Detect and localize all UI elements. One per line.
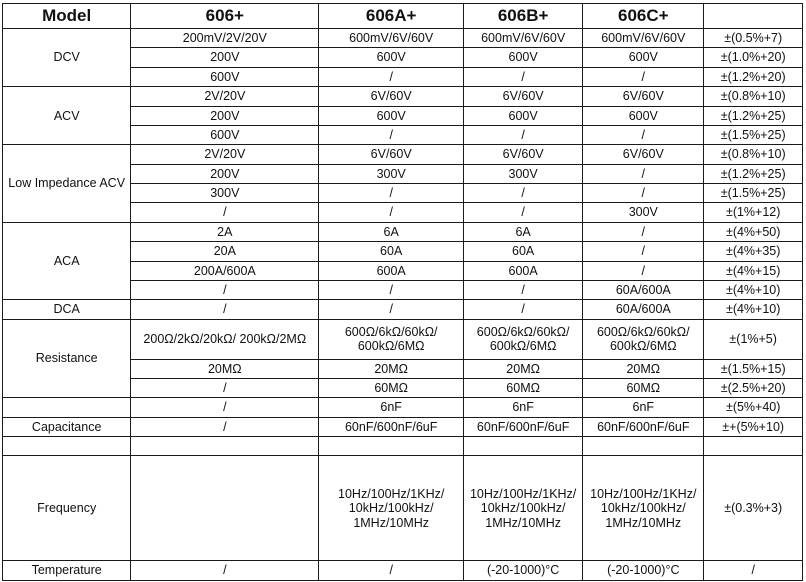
accuracy-cell: ±(1%+12) <box>704 203 803 222</box>
table-cell: 600V <box>319 106 464 125</box>
accuracy-cell: ±(4%+35) <box>704 242 803 261</box>
table-row <box>3 417 803 436</box>
table-cell: 6V/60V <box>464 87 583 106</box>
accuracy-cell: ±(1.2%+20) <box>704 67 803 86</box>
table-cell: / <box>464 280 583 299</box>
table-cell: / <box>319 67 464 86</box>
table-cell: 6V/60V <box>464 145 583 164</box>
spec-table <box>2 3 803 581</box>
table-cell: 200A/600A <box>131 261 319 280</box>
table-cell: / <box>131 203 319 222</box>
table-cell: / <box>131 280 319 299</box>
header-606a-plus: 606A+ <box>319 4 464 29</box>
table-cell: 20A <box>131 242 319 261</box>
table-row <box>3 300 803 319</box>
table-cell: 2A <box>131 222 319 241</box>
header-model: Model <box>3 4 131 29</box>
table-cell: 600Ω/6kΩ/60kΩ/ 600kΩ/6MΩ <box>319 319 464 359</box>
accuracy-cell: ±(1%+5) <box>704 319 803 359</box>
table-cell: / <box>464 203 583 222</box>
accuracy-cell: ±(1.5%+25) <box>704 184 803 203</box>
table-cell: / <box>131 561 319 581</box>
accuracy-cell: ±(5%+40) <box>704 398 803 417</box>
table-cell: 60A <box>464 242 583 261</box>
accuracy-cell: ±(1.0%+20) <box>704 48 803 67</box>
accuracy-cell: ±(2.5%+20) <box>704 378 803 397</box>
accuracy-cell: ±(4%+10) <box>704 300 803 319</box>
table-cell: 20MΩ <box>131 359 319 378</box>
table-cell: 600V <box>319 48 464 67</box>
accuracy-cell: ±(4%+15) <box>704 261 803 280</box>
table-cell: 600mV/6V/60V <box>583 29 704 48</box>
table-cell: 20MΩ <box>319 359 464 378</box>
table-cell: / <box>583 164 704 183</box>
table-cell: / <box>583 67 704 86</box>
table-row <box>3 456 803 561</box>
accuracy-cell: ±(0.8%+10) <box>704 87 803 106</box>
table-cell: / <box>319 125 464 144</box>
table-cell: / <box>319 203 464 222</box>
table-cell <box>131 456 319 561</box>
header-606b-plus: 606B+ <box>464 4 583 29</box>
table-cell: / <box>583 125 704 144</box>
row-label-aca: ACA <box>3 222 131 300</box>
table-cell: 6V/60V <box>319 145 464 164</box>
table-cell: 6V/60V <box>583 87 704 106</box>
accuracy-cell: ±(1.5%+25) <box>704 125 803 144</box>
table-cell: 6A <box>464 222 583 241</box>
row-label-low-impedance-acv: Low Impedance ACV <box>3 145 131 223</box>
table-cell: 600V <box>131 67 319 86</box>
header-606plus: 606+ <box>131 4 319 29</box>
table-cell: 6V/60V <box>319 87 464 106</box>
accuracy-cell: ±(1.2%+25) <box>704 106 803 125</box>
table-row <box>3 222 803 241</box>
table-cell: 600V <box>464 106 583 125</box>
table-cell: 2V/20V <box>131 87 319 106</box>
accuracy-cell: ±(0.5%+7) <box>704 29 803 48</box>
empty-cell <box>583 437 704 456</box>
empty-cell <box>464 437 583 456</box>
table-cell: 60nF/600nF/6uF <box>319 417 464 436</box>
table-cell: 200mV/2V/20V <box>131 29 319 48</box>
table-cell: / <box>131 417 319 436</box>
table-cell: 6V/60V <box>583 145 704 164</box>
table-cell: 60MΩ <box>464 378 583 397</box>
table-cell: 600V <box>583 48 704 67</box>
table-cell: 600V <box>583 106 704 125</box>
table-cell: 600A <box>319 261 464 280</box>
table-cell: / <box>464 67 583 86</box>
table-cell: / <box>131 398 319 417</box>
table-cell: 600V <box>464 48 583 67</box>
table-cell: 6A <box>319 222 464 241</box>
row-label-acv: ACV <box>3 87 131 145</box>
table-cell: / <box>131 378 319 397</box>
table-cell: 60A/600A <box>583 280 704 299</box>
header-accuracy <box>704 4 803 29</box>
table-cell: 60A <box>319 242 464 261</box>
accuracy-cell: ±(1.2%+25) <box>704 164 803 183</box>
table-cell: 60A/600A <box>583 300 704 319</box>
table-cell: (-20-1000)°C <box>583 561 704 581</box>
table-cell: 600Ω/6kΩ/60kΩ/ 600kΩ/6MΩ <box>464 319 583 359</box>
table-cell: 300V <box>583 203 704 222</box>
table-cell: / <box>583 261 704 280</box>
table-cell: 20MΩ <box>464 359 583 378</box>
table-cell: 600mV/6V/60V <box>464 29 583 48</box>
accuracy-cell: / <box>704 561 803 581</box>
table-cell: 6nF <box>319 398 464 417</box>
table-cell: 300V <box>464 164 583 183</box>
table-cell: 2V/20V <box>131 145 319 164</box>
table-cell: / <box>464 184 583 203</box>
table-cell: / <box>319 561 464 581</box>
table-cell: 60nF/600nF/6uF <box>464 417 583 436</box>
empty-row <box>3 437 803 456</box>
empty-cell <box>704 437 803 456</box>
table-cell: / <box>319 280 464 299</box>
table-cell: 600Ω/6kΩ/60kΩ/ 600kΩ/6MΩ <box>583 319 704 359</box>
accuracy-cell: ±(4%+50) <box>704 222 803 241</box>
table-cell: 200V <box>131 106 319 125</box>
accuracy-cell: ±(0.3%+3) <box>704 456 803 561</box>
table-cell: (-20-1000)°C <box>464 561 583 581</box>
row-label-blank <box>3 398 131 417</box>
table-cell: / <box>583 242 704 261</box>
table-cell: 20MΩ <box>583 359 704 378</box>
row-label-temperature: Temperature <box>3 561 131 581</box>
empty-cell <box>3 437 131 456</box>
table-row <box>3 398 803 417</box>
table-row <box>3 561 803 581</box>
table-cell: / <box>464 300 583 319</box>
table-cell: 600V <box>131 125 319 144</box>
empty-cell <box>319 437 464 456</box>
row-label-capacitance: Capacitance <box>3 417 131 436</box>
table-cell: 60MΩ <box>583 378 704 397</box>
row-label-frequency: Frequency <box>3 456 131 561</box>
table-cell: 10Hz/100Hz/1KHz/ 10kHz/100kHz/ 1MHz/10MHz <box>464 456 583 561</box>
table-cell: / <box>583 222 704 241</box>
table-cell: / <box>319 300 464 319</box>
row-label-resistance: Resistance <box>3 319 131 398</box>
table-cell: 200V <box>131 164 319 183</box>
empty-cell <box>131 437 319 456</box>
table-cell: 60MΩ <box>319 378 464 397</box>
header-606c-plus: 606C+ <box>583 4 704 29</box>
table-row <box>3 319 803 359</box>
accuracy-cell: ±(0.8%+10) <box>704 145 803 164</box>
row-label-dca: DCA <box>3 300 131 319</box>
table-row <box>3 87 803 106</box>
table-cell: 600A <box>464 261 583 280</box>
table-cell: 200Ω/2kΩ/20kΩ/ 200kΩ/2MΩ <box>131 319 319 359</box>
accuracy-cell: ±+(5%+10) <box>704 417 803 436</box>
table-cell: 200V <box>131 48 319 67</box>
table-cell: / <box>583 184 704 203</box>
table-cell: / <box>131 300 319 319</box>
accuracy-cell: ±(1.5%+15) <box>704 359 803 378</box>
table-cell: 300V <box>131 184 319 203</box>
table-cell: / <box>319 184 464 203</box>
table-row <box>3 29 803 48</box>
table-cell: 600mV/6V/60V <box>319 29 464 48</box>
header-row <box>3 4 803 29</box>
table-cell: 10Hz/100Hz/1KHz/ 10kHz/100kHz/ 1MHz/10MHz <box>319 456 464 561</box>
table-cell: 6nF <box>583 398 704 417</box>
table-cell: 60nF/600nF/6uF <box>583 417 704 436</box>
table-row <box>3 145 803 164</box>
table-cell: 6nF <box>464 398 583 417</box>
table-cell: / <box>464 125 583 144</box>
row-label-dcv: DCV <box>3 29 131 87</box>
accuracy-cell: ±(4%+10) <box>704 280 803 299</box>
table-cell: 300V <box>319 164 464 183</box>
table-cell: 10Hz/100Hz/1KHz/ 10kHz/100kHz/ 1MHz/10MHz <box>583 456 704 561</box>
